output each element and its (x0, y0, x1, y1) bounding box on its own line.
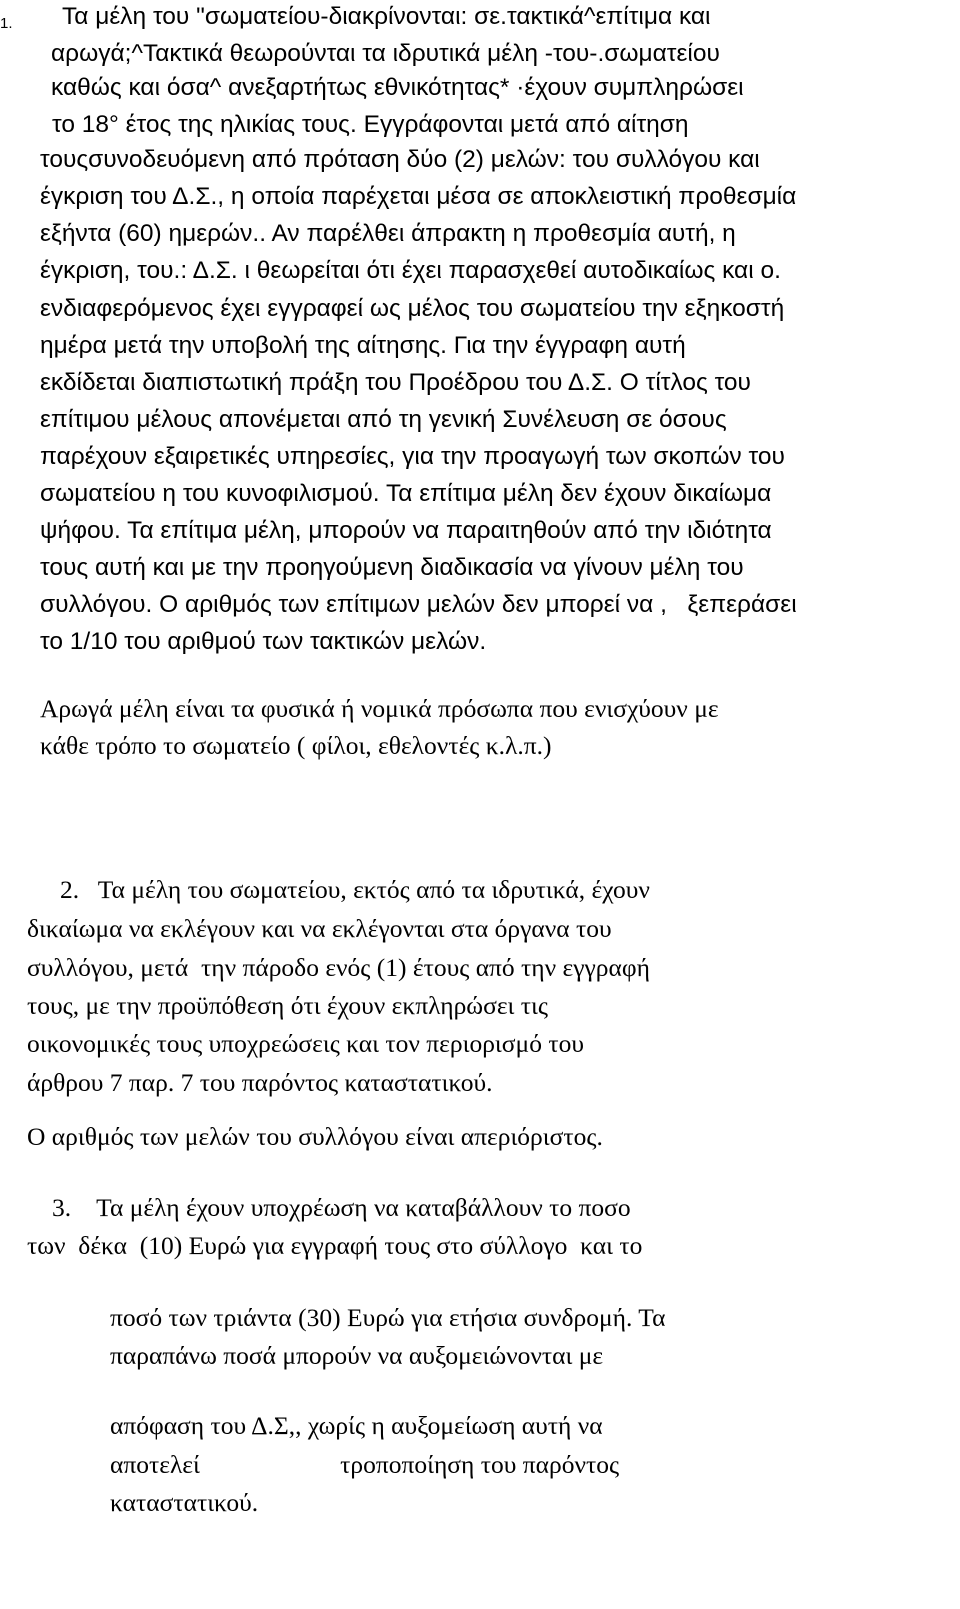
section-1-line: Τα μέλη του "σωματείου-διακρίνονται: σε.τακτικά^επίτιμα και (62, 3, 711, 30)
section-1-number: 1. (0, 15, 13, 32)
section-1-line: εξήντα (60) ημερών.. Αν παρέλθει άπρακτη η προθεσμία αυτή, η (40, 220, 736, 247)
section-2-line: τους, με την προϋπόθεση ότι έχουν εκπληρώσει τις (27, 991, 548, 1020)
section-3-line: καταστατικού. (110, 1488, 259, 1517)
section-1-line: επίτιμου μέλους απονέμεται από τη γενική Συνέλευση σε όσους (40, 406, 727, 433)
member-count-line: Ο αριθμός των μελών του συλλόγου είναι απεριόριστος. (27, 1122, 603, 1151)
section-3-line: παραπάνω ποσά μπορούν να αυξομειώνονται με (110, 1341, 604, 1370)
section-1-line: εκδίδεται διαπιστωτική πράξη του Προέδρου του Δ.Σ. Ο τίτλος του (40, 369, 751, 396)
section-1-line: έγκριση, του.: Δ.Σ. ι θεωρείται ότι έχει παρασχεθεί αυτοδικαίως και ο. (40, 257, 781, 284)
supporting-members-line: κάθε τρόπο το σωματείο ( φίλοι, εθελοντές κ.λ.π.) (40, 731, 552, 760)
section-2-line: δικαίωμα να εκλέγουν και να εκλέγονται στα όργανα του (27, 914, 612, 943)
section-3-line: 3. Τα μέλη έχουν υποχρέωση να καταβάλλουν το ποσο (52, 1193, 631, 1222)
section-1-line: καθώς και όσα^ ανεξαρτήτως εθνικότητας* ·έχουν συμπληρώσει (51, 74, 744, 101)
section-1-line: σωματείου η του κυνοφιλισμού. Τα επίτιμα μέλη δεν έχουν δικαίωμα (40, 480, 772, 507)
section-1-line: έγκριση του Δ.Σ., η οποία παρέχεται μέσα σε αποκλειστική προθεσμία (40, 183, 797, 210)
section-1-line: ψήφου. Τα επίτιμα μέλη, μπορούν να παραιτηθούν από την ιδιότητα (40, 517, 772, 544)
section-1-line: ενδιαφερόμενος έχει εγγραφεί ως μέλος του σωματείου την εξηκοστή (40, 295, 785, 322)
section-2-line: οικονομικές τους υποχρεώσεις και τον περιορισμό του (27, 1029, 584, 1058)
section-3-line: των δέκα (10) Ευρώ για εγγραφή τους στο σύλλογο και το (27, 1231, 643, 1260)
supporting-members-line: Αρωγά μέλη είναι τα φυσικά ή νομικά πρόσωπα που ενισχύουν με (40, 694, 719, 723)
section-2-line: συλλόγου, μετά την πάροδο ενός (1) έτους από την εγγραφή (27, 953, 650, 982)
section-1-line: παρέχουν εξαιρετικές υπηρεσίες, για την προαγωγή των σκοπών του (40, 443, 785, 470)
section-1-line: τους αυτή και με την προηγούμενη διαδικασία να γίνουν μέλη του (40, 554, 744, 581)
section-1-line: τουςσυνοδευόμενη από πρόταση δύο (2) μελών: του συλλόγου και (40, 146, 760, 173)
section-1-line: ημέρα μετά την υποβολή της αίτησης. Για την έγγραφη αυτή (40, 332, 686, 359)
section-1-line: το 1/10 του αριθμού των τακτικών μελών. (40, 628, 487, 655)
section-3-line: απόφαση του Δ.Σ,, χωρίς η αυξομείωση αυτή να (110, 1411, 603, 1440)
section-3-line: αποτελεί τροποποίηση του παρόντος (110, 1450, 620, 1479)
section-1-line: το 18° έτος της ηλικίας τους. Εγγράφονται μετά από αίτηση (52, 111, 689, 138)
section-1-line: συλλόγου. Ο αριθμός των επίτιμων μελών δεν μπορεί να , ξεπεράσει (40, 591, 797, 618)
section-3-line: ποσό των τριάντα (30) Ευρώ για ετήσια συνδρομή. Τα (110, 1303, 666, 1332)
section-2-line: άρθρου 7 παρ. 7 του παρόντος καταστατικού. (27, 1068, 493, 1097)
section-2-line: 2. Τα μέλη του σωματείου, εκτός από τα ιδρυτικά, έχουν (60, 875, 650, 904)
section-1-line: αρωγά;^Τακτικά θεωρούνται τα ιδρυτικά μέλη -του-.σωματείου (51, 40, 720, 67)
